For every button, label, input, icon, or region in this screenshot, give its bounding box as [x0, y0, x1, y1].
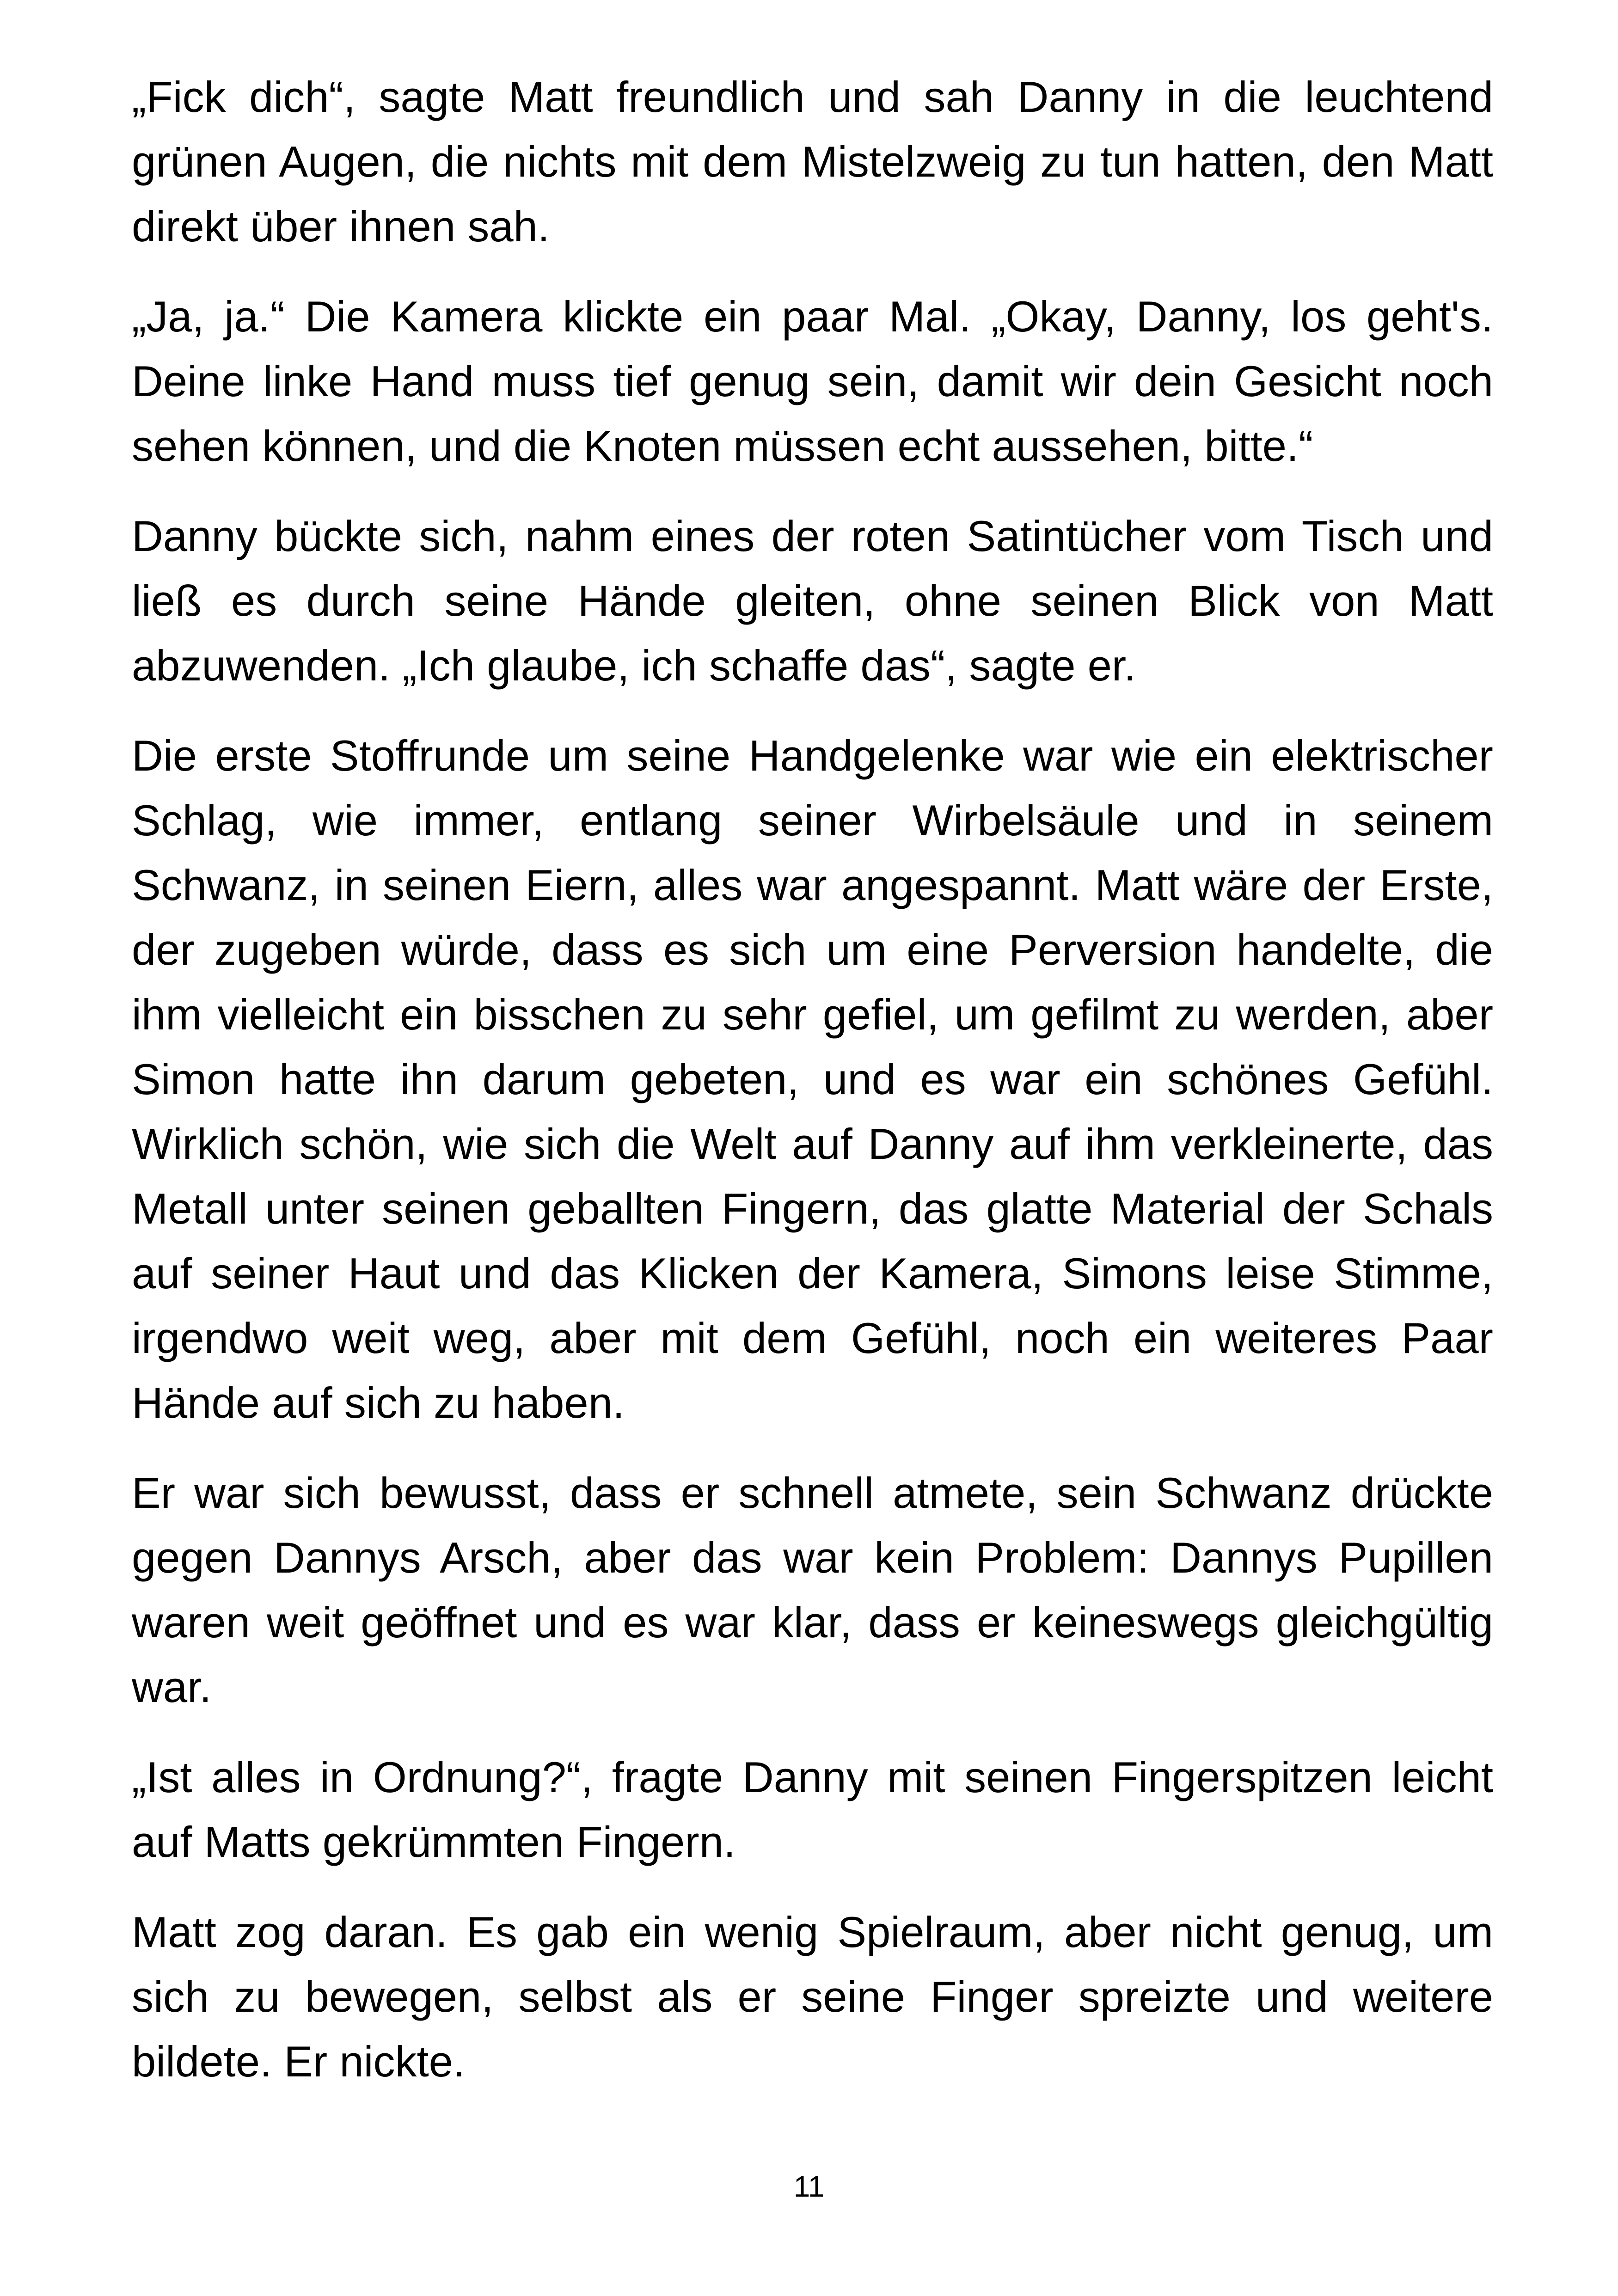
- paragraph: „Ja, ja.“ Die Kamera klickte ein paar Mal. „Okay, Danny, los geht's. Deine linke Hand muss tief genug sein, damit wir dein Gesicht noch sehen können, und die Knoten müssen echt aussehen, bitte.“: [132, 292, 1493, 470]
- paragraph: „Fick dich“, sagte Matt freundlich und sah Danny in die leuchtend grünen Augen, die nichts mit dem Mistelzweig zu tun hatten, den Matt direkt über ihnen sah.: [132, 73, 1493, 251]
- paragraph: Er war sich bewusst, dass er schnell atmete, sein Schwanz drückte gegen Dannys Arsch, aber das war kein Problem: Dannys Pupillen waren weit geöffnet und es war klar, dass er keineswegs gleichgültig war.: [132, 1469, 1493, 1711]
- page-number: 11: [793, 2170, 825, 2203]
- document-body: [132, 65, 1493, 2094]
- paragraph: Danny bückte sich, nahm eines der roten Satintücher vom Tisch und ließ es durch seine Hände gleiten, ohne seinen Blick von Matt abzuwenden. „Ich glaube, ich schaffe das“, sagte er.: [132, 512, 1493, 690]
- paragraph: „Ist alles in Ordnung?“, fragte Danny mit seinen Fingerspitzen leicht auf Matts gekrümmten Fingern.: [132, 1753, 1493, 1866]
- paragraph: Die erste Stoffrunde um seine Handgelenke war wie ein elektrischer Schlag, wie immer, entlang seiner Wirbelsäule und in seinem Schwanz, in seinen Eiern, alles war angespannt. Matt wäre der Erste, der zugeben würde, dass es sich um eine Perversion handelte, die ihm vielleicht ein bisschen zu sehr gefiel, um gefilmt zu werden, aber Simon hatte ihn darum gebeten, und es war ein schönes Gefühl. Wirklich schön, wie sich die Welt auf Danny auf ihm verkleinerte, das Metall unter seinen geballten Fingern, das glatte Material der Schals auf seiner Haut und das Klicken der Kamera, Simons leise Stimme, irgendwo weit weg, aber mit dem Gefühl, noch ein weiteres Paar Hände auf sich zu haben.: [132, 731, 1493, 1427]
- paragraph: Matt zog daran. Es gab ein wenig Spielraum, aber nicht genug, um sich zu bewegen, selbst als er seine Finger spreizte und weitere bildete. Er nickte.: [132, 1908, 1493, 2086]
